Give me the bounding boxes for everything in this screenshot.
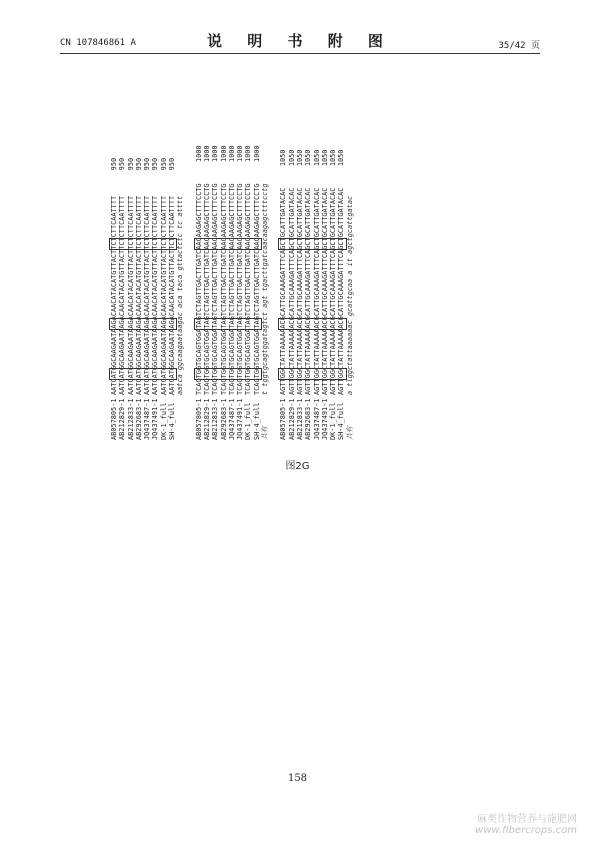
sequence-name: JQ437487-1 [227, 398, 236, 440]
sequence-row [110, 158, 118, 440]
consensus-row [346, 150, 354, 440]
sequence-row [279, 150, 287, 440]
sequence-row [220, 145, 228, 440]
sequence-row [329, 150, 337, 440]
sequence-text: TCAGTGGTGCAGTGGATAGTCTAGTTGACTTGATCAACAAGAGCTTTCCTG [244, 183, 253, 395]
page-of-label: 35/42 页 [498, 41, 540, 51]
position-number: 950 [143, 157, 152, 171]
sequence-text: AGTTGGCTATTAAAAAACGCATTGCAAAGATTTCAGCTGCATTGATACAC [279, 187, 288, 395]
sequence-text: AATCATGGCAAGAATAAGACAACATACATGTTACTTCTCTTCAATTTT [168, 195, 177, 395]
alignment-column-box [278, 368, 346, 380]
sequence-row [236, 145, 244, 440]
position-number: 1050 [279, 149, 288, 167]
site-watermark [475, 810, 577, 836]
position-number: 950 [134, 157, 143, 171]
position-number: 950 [118, 157, 127, 171]
sequence-row [321, 150, 329, 440]
position-number: 1000 [227, 145, 236, 163]
position-number: 950 [126, 157, 135, 171]
sequence-text: AATCATGGCAAGAATAAGACAACATACATGTTACTTCTCTTCAATTTT [110, 195, 118, 395]
position-number: 1000 [219, 145, 228, 163]
watermark-line-2: www.fibercrops.com [475, 825, 577, 836]
sequence-name: SH-4_full [337, 402, 346, 440]
figure-caption: 图2G [285, 461, 310, 472]
position-number: 950 [151, 157, 160, 171]
sequence-row [253, 145, 261, 440]
sequence-name: AB212833-1 [295, 398, 304, 440]
position-number: 1000 [236, 145, 245, 163]
sequence-text: AGTTGGCTATTAAAAAACGCATTGCAAAGATTTCAGCTGCATTGATACAC [312, 187, 321, 395]
alignment-column-box [194, 238, 262, 250]
sequence-name: AB212829-1 [118, 398, 127, 440]
sequence-text: AGTTGGCTATTAAAAAACGCATTGCAAAGATTTCAGCTGCATTGATACAC [320, 187, 329, 395]
sequence-row [127, 158, 135, 440]
sequence-name: DK-1_full [159, 402, 168, 440]
sequence-text: AGTTGGCTATTAAAAAACGCATTGCAAAGATTTCAGCTGCATTGATACAC [295, 187, 304, 395]
alignment-column-box [109, 238, 177, 250]
alignment-column-box [109, 368, 177, 380]
sequence-row [337, 150, 345, 440]
sequence-row [135, 158, 143, 440]
sequence-text: AGTTGGCTATTAAAAAACGCATTGCAAAGATTTCAGCTGCATTGATACAC [337, 187, 346, 395]
header-divider [60, 53, 540, 54]
sequence-row [118, 158, 126, 440]
sequence-text: a tlggctattaaaaaac gcattgcaa a it agctgcattgatac [345, 195, 354, 395]
sequence-name: JQ437491-1 [320, 398, 329, 440]
sequence-row [151, 158, 159, 440]
sequence-name: JQ437491-1 [151, 398, 160, 440]
sequence-row [304, 150, 312, 440]
position-number: 1000 [194, 145, 203, 163]
position-number: 1050 [295, 149, 304, 167]
sequence-name: AB057805-1 [194, 398, 203, 440]
sequence-name: JQ437491-1 [236, 398, 245, 440]
alignment-block [195, 145, 270, 440]
alignment-column-box [109, 318, 177, 330]
page-title: 说 明 书 附 图 [207, 32, 393, 50]
sequence-name: AB212833-1 [126, 398, 135, 440]
sequence-row [168, 158, 176, 440]
sequence-row [296, 150, 304, 440]
sequence-text: AATCATGGCAAGAATAAGACAACATACATGTTACTTCTCTTCAATTTT [159, 195, 168, 395]
position-number: 1050 [329, 149, 338, 167]
sequence-name: SH-4_full [252, 402, 261, 440]
sequence-row [211, 145, 219, 440]
sequence-row [228, 145, 236, 440]
sequence-text: AATCATGGCAAGAATAAGACAACATACATGTTACTTCTCTTCAATTTT [134, 195, 143, 395]
sequence-text: TCAGTGGTGCAGTGGATAGTCTAGTTGACTTGATCAACAAGAGCTTTCCTG [227, 183, 236, 395]
sequence-row [143, 158, 151, 440]
sequence-name: AB292683-1 [304, 398, 313, 440]
alignment-column-box [278, 238, 346, 250]
position-number: 1050 [312, 149, 321, 167]
sequence-row [203, 145, 211, 440]
sequence-name: 共有 [261, 426, 270, 440]
sequence-name: AB212829-1 [287, 398, 296, 440]
sequence-row [160, 158, 168, 440]
sequence-row [195, 145, 203, 440]
position-number: 1050 [337, 149, 346, 167]
sequence-name: AB212833-1 [211, 398, 220, 440]
sequence-alignment-figure [110, 60, 510, 440]
page-header [60, 30, 540, 52]
position-number: 1000 [202, 145, 211, 163]
position-number: 1000 [252, 145, 261, 163]
sequence-row [244, 145, 252, 440]
sequence-text: TCAGTGGTGCAGTGGATAGTCTAGTTGACTTGATCAACAAGAGCTTTCCTG [202, 183, 211, 395]
page-number: 158 [287, 773, 308, 784]
sequence-text: TCAGTGGTGCAGTGGATAGTCTAGTTGACTTGATCAACAAGAGCTTTCCTG [194, 183, 203, 395]
sequence-name: AB292683-1 [134, 398, 143, 440]
alignment-column-box [278, 318, 346, 330]
sequence-name: AB292683-1 [219, 398, 228, 440]
sequence-name: AB057805-1 [110, 398, 118, 440]
position-number: 950 [110, 157, 118, 171]
sequence-name: SH-4_full [168, 402, 177, 440]
sequence-text: AGTTGGCTATTAAAAAACGCATTGCAAAGATTTCAGCTGCATTGATACAC [304, 187, 313, 395]
sequence-name: AB212829-1 [202, 398, 211, 440]
publication-number: CN 107846861 A [60, 38, 136, 48]
position-number: 1000 [244, 145, 253, 163]
consensus-row [176, 158, 184, 440]
position-number: 1000 [211, 145, 220, 163]
position-number: 1050 [287, 149, 296, 167]
alignment-column-box [194, 318, 262, 330]
alignment-block [279, 150, 354, 440]
sequence-name: JQ437487-1 [143, 398, 152, 440]
sequence-name: DK-1_full [244, 402, 253, 440]
sequence-text: AGTTGGCTATTAAAAAACGCATTGCAAAGATTTCAGCTGCATTGATACAC [329, 187, 338, 395]
sequence-text: AATCATGGCAAGAATAAGACAACATACATGTTACTTCTCTTCAATTTT [118, 195, 127, 395]
sequence-name: DK-1_full [329, 402, 338, 440]
consensus-row [261, 145, 269, 440]
position-number: 1050 [304, 149, 313, 167]
sequence-row [313, 150, 321, 440]
sequence-text: TCAGTGGTGCAGTGGATAGTCTAGTTGACTTGATCAACAAGAGCTTTCCTG [211, 183, 220, 395]
sequence-text: AATCATGGCAAGAATAAGACAACATACATGTTACTTCTCTTCAATTTT [143, 195, 152, 395]
position-number: 950 [168, 157, 177, 171]
sequence-text: TCAGTGGTGCAGTGGATAGTCTAGTTGACTTGATCAACAAGAGCTTTCCTG [236, 183, 245, 395]
sequence-text: aatca ggcaagaataagac aca taca gttactctc tc atttt [176, 195, 185, 395]
sequence-row [288, 150, 296, 440]
alignment-block [110, 158, 185, 440]
sequence-text: TCAGTGGTGCAGTGGATAGTCTAGTTGACTTGATCAACAAGAGCTTTCCTG [219, 183, 228, 395]
position-number: 950 [159, 157, 168, 171]
position-number: 1050 [320, 149, 329, 167]
sequence-name: JQ437487-1 [312, 398, 321, 440]
sequence-text: AATCATGGCAAGAATAAGACAACATACATGTTACTTCTCTTCAATTTT [126, 195, 135, 395]
sequence-text: AATCATGGCAAGAATAAGACAACATACATGTTACTTCTCTTCAATTTT [151, 195, 160, 395]
sequence-text: AGTTGGCTATTAAAAAACGCATTGCAAAGATTTCAGCTGCATTGATACAC [287, 187, 296, 395]
watermark-line-1: 麻类作物营养与施肥网 [477, 814, 577, 825]
sequence-name: AB057805-1 [279, 398, 288, 440]
sequence-name: 共有 [345, 426, 354, 440]
alignment-column-box [194, 368, 262, 380]
sequence-text: t tggtgcagtggatagtct agt tgacttgatcaacaagagctttcctg [261, 183, 270, 395]
sequence-text: TCAGTGGTGCAGTGGATAGTCTAGTTGACTTGATCAACAAGAGCTTTCCTG [252, 183, 261, 395]
